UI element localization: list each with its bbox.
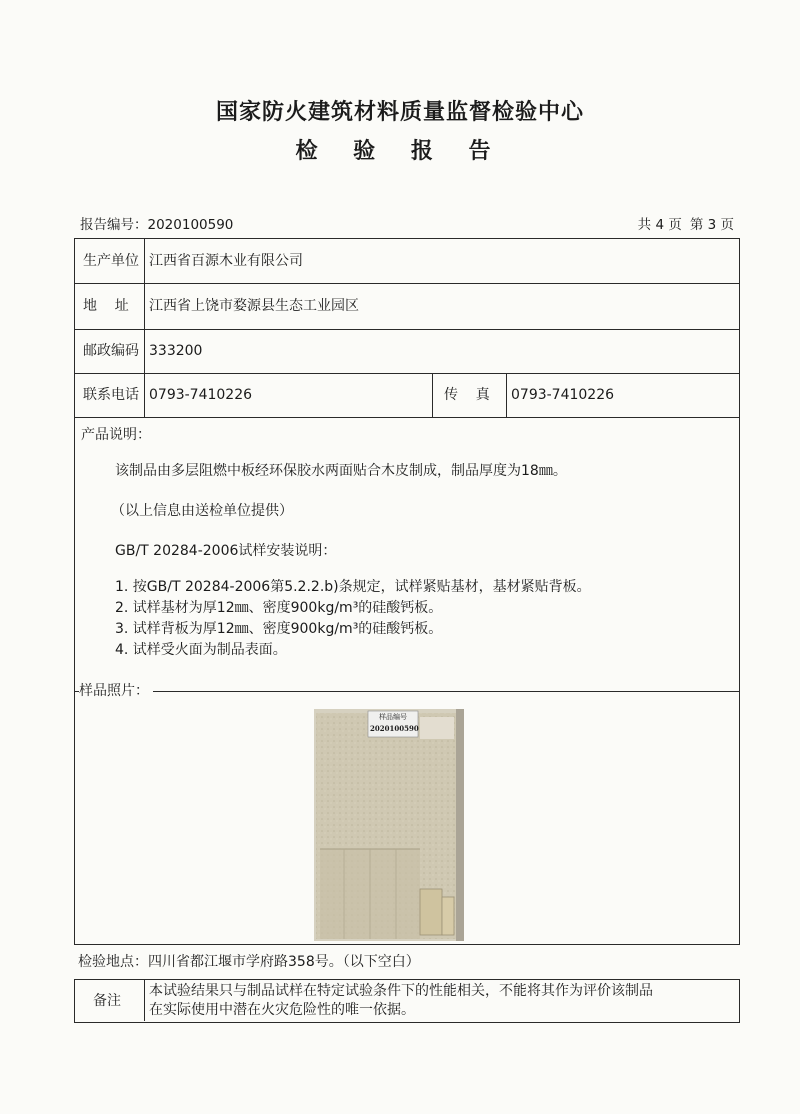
list-item: 2. 试样基材为厚12㎜、密度900kg/m³的硅酸钙板。 — [115, 600, 443, 616]
sample-photo-image — [314, 709, 464, 941]
report-table — [74, 238, 740, 945]
phone-value: 0793-7410226 — [149, 387, 253, 403]
postcode-label: 邮政编码 — [83, 343, 139, 359]
total-pages: 共 4 页 — [637, 217, 682, 233]
install-heading: GB/T 20284-2006试样安装说明： — [115, 543, 337, 559]
postcode-value: 333200 — [149, 343, 203, 359]
list-item: 4. 试样受火面为制品表面。 — [115, 642, 287, 658]
fax-label: 传 真 — [444, 387, 490, 403]
product-heading: 产品说明： — [81, 427, 151, 443]
row-divider — [75, 691, 739, 692]
report-title: 检 验 报 告 — [295, 139, 505, 164]
address-label: 地 址 — [83, 298, 129, 314]
producer-value: 江西省百源木业有限公司 — [149, 253, 303, 269]
col-divider — [432, 373, 433, 417]
test-location: 检验地点：四川省都江堰市学府路358号。（以下空白） — [78, 954, 420, 970]
sample-tag-number: 2020100590 — [370, 724, 419, 733]
page-count — [638, 213, 734, 233]
fax-value: 0793-7410226 — [511, 387, 615, 403]
col-divider — [144, 980, 145, 1021]
col-divider — [144, 239, 145, 417]
remarks-label: 备注 — [93, 993, 121, 1009]
report-number — [80, 213, 233, 233]
product-description: 该制品由多层阻燃中板经环保胶水两面贴合木皮制成，制品厚度为18㎜。 — [115, 463, 567, 479]
current-page: 第 3 页 — [689, 217, 734, 233]
sample-tag — [370, 712, 419, 734]
sample-tag-label: 样品编号 — [379, 713, 407, 721]
row-divider — [75, 373, 739, 374]
row-divider — [75, 283, 739, 284]
list-item: 1. 按GB/T 20284-2006第5.2.2.b)条规定，试样紧贴基材，基材紧贴背板。 — [115, 579, 591, 595]
row-divider — [75, 329, 739, 330]
install-list — [115, 577, 591, 660]
producer-label: 生产单位 — [83, 253, 139, 269]
org-title: 国家防火建筑材料质量监督检验中心 — [215, 100, 584, 125]
report-number-value: 2020100590 — [147, 217, 234, 233]
report-number-label: 报告编号： — [80, 217, 148, 233]
sample-photo — [314, 709, 464, 941]
remarks-line-2: 在实际使用中潜在火灾危险性的唯一依据。 — [149, 1002, 415, 1018]
remarks-line-1: 本试验结果只与制品试样在特定试验条件下的性能相关，不能将其作为评价该制品 — [149, 983, 653, 999]
col-divider — [506, 373, 507, 417]
source-note: （以上信息由送检单位提供） — [111, 503, 293, 519]
row-divider — [75, 417, 739, 418]
address-value: 江西省上饶市婺源县生态工业园区 — [149, 298, 359, 314]
remarks-box — [74, 979, 740, 1023]
phone-label: 联系电话 — [83, 387, 139, 403]
list-item: 3. 试样背板为厚12㎜、密度900kg/m³的硅酸钙板。 — [115, 621, 443, 637]
photo-heading: 样品照片： — [79, 681, 153, 701]
